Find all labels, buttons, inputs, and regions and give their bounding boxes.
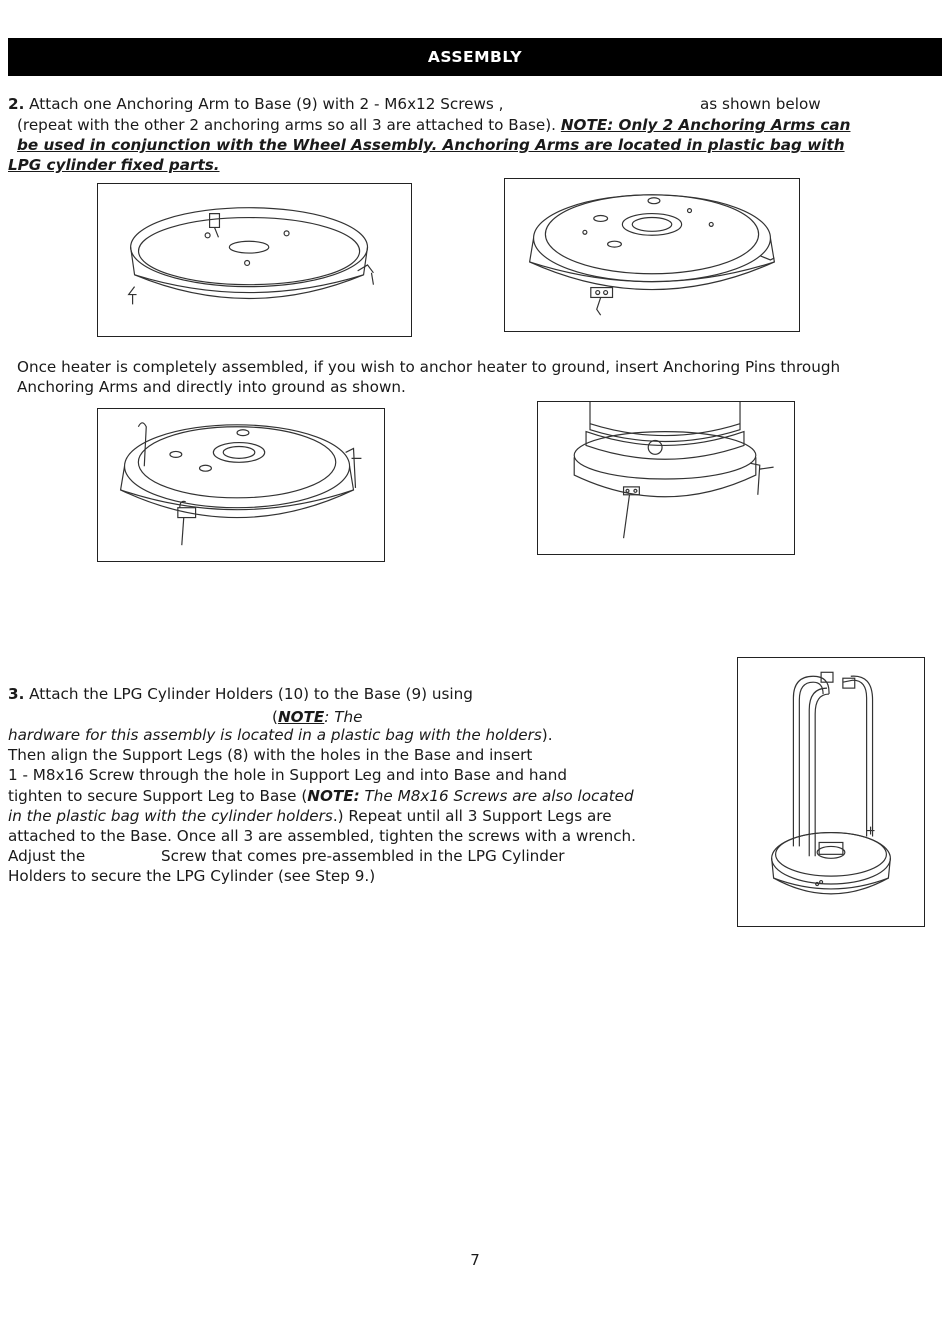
base-top-illustration <box>505 179 799 331</box>
section-title: ASSEMBLY <box>427 48 523 66</box>
figure-heater-anchored <box>537 401 795 555</box>
step3-line2-rest: : The <box>324 708 363 726</box>
step2-line1-end: as shown below <box>700 95 821 113</box>
heater-anchored-illustration <box>538 402 794 554</box>
step3-line1 <box>8 684 473 704</box>
step2-note-b: be used in conjunction with the Wheel Assembly. Anchoring Arms are located in plastic bag with <box>17 136 845 154</box>
step3-line7 <box>8 806 612 826</box>
step2-line1-text: Attach one Anchoring Arm to Base (9) with 2 - M6x12 Screws , <box>24 95 504 113</box>
step3-line7-italic: in the plastic bag with the cylinder holders <box>8 807 333 825</box>
step3-number: 3. <box>8 685 25 703</box>
step3-line2 <box>272 707 363 727</box>
step3-line9b: Screw that comes pre-assembled in the LPG Cylinder <box>161 847 565 865</box>
step3-line2-open: ( <box>272 708 278 726</box>
step3-line3-italic: hardware for this assembly is located in a plastic bag with the holders <box>8 726 542 744</box>
base-ring-illustration <box>98 184 411 336</box>
step3-line6 <box>8 786 634 806</box>
anchor-line1: Once heater is completely assembled, if you wish to anchor heater to ground, insert Anchoring Pins through <box>17 358 841 376</box>
figure-base-top-arm <box>504 178 800 332</box>
figure-base-pins <box>97 408 385 562</box>
step3-line9a: Adjust the <box>8 847 86 865</box>
cylinder-holders-illustration <box>738 658 924 926</box>
page-number: 7 <box>470 1251 480 1269</box>
step3-line6-italic: The M8x16 Screws are also located <box>359 787 634 805</box>
step2-number: 2. <box>8 95 25 113</box>
section-header <box>8 38 942 76</box>
step3-line7-rest: .) Repeat until all 3 Support Legs are <box>332 807 612 825</box>
step3-line4: Then align the Support Legs (8) with the holes in the Base and insert <box>8 746 533 764</box>
step3-line8: attached to the Base. Once all 3 are assembled, tighten the screws with a wrench. <box>8 827 637 845</box>
figure-base-ring-arms <box>97 183 412 337</box>
step3-line6-text: tighten to secure Support Leg to Base ( <box>8 787 308 805</box>
step2-note-a: NOTE: Only 2 Anchoring Arms can <box>560 116 851 134</box>
step3-line10: Holders to secure the LPG Cylinder (see Step 9.) <box>8 867 376 885</box>
step3-line1-text: Attach the LPG Cylinder Holders (10) to the Base (9) using <box>24 685 473 703</box>
step3-line6-note: NOTE: <box>307 787 360 805</box>
figure-cylinder-holders <box>737 657 925 927</box>
step2-note-c: LPG cylinder fixed parts. <box>8 156 220 174</box>
anchor-line2: Anchoring Arms and directly into ground as shown. <box>17 378 406 396</box>
base-pins-illustration <box>98 409 384 561</box>
step3-line3-end: ). <box>541 726 553 744</box>
step2-line2-text: (repeat with the other 2 anchoring arms so all 3 are attached to Base). <box>17 116 561 134</box>
step3-note-label: NOTE <box>277 708 325 726</box>
step2-line2 <box>17 115 850 135</box>
step3-line3 <box>8 725 553 745</box>
step3-line5: 1 - M8x16 Screw through the hole in Support Leg and into Base and hand <box>8 766 568 784</box>
step2-line1 <box>8 94 503 114</box>
